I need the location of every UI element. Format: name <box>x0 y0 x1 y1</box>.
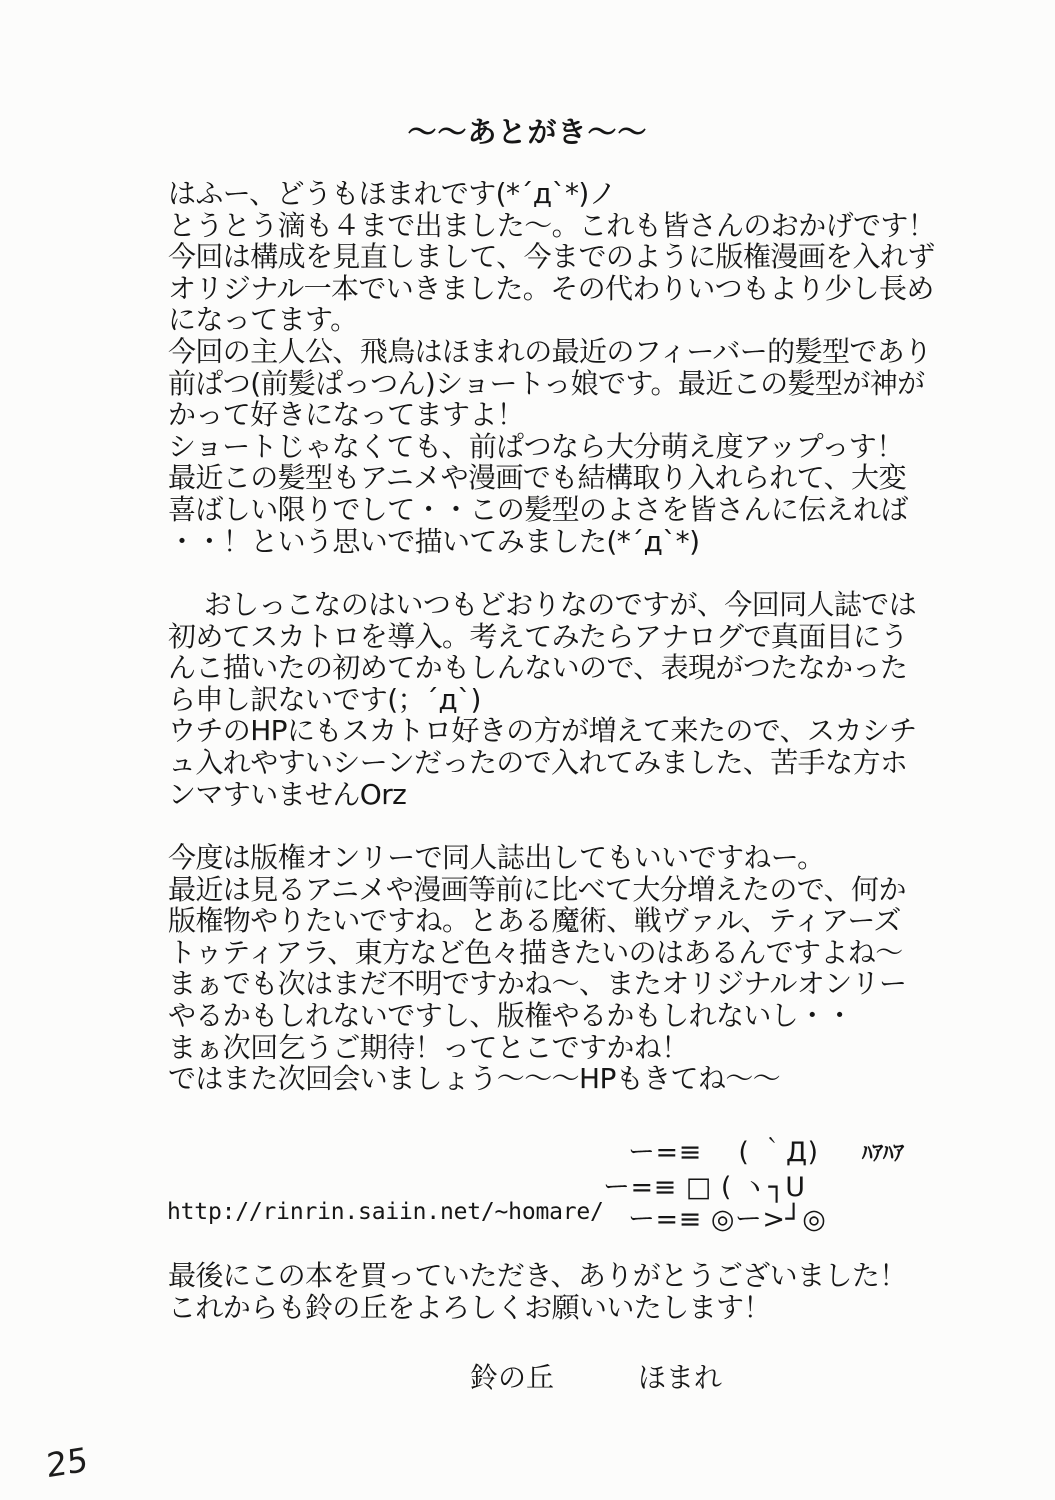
text-line: ショートじゃなくても、前ぱつなら大分萌え度アップっす！ <box>168 429 904 463</box>
closing-paragraph <box>168 1260 968 1323</box>
ascii-art-wheels: ー=≡ ◎ー>┘◎ <box>628 1204 827 1235</box>
circle-and-author-signature: 鈴の丘 ほまれ <box>470 1361 723 1394</box>
text-line: 今回は構成を見直しまして、今までのように版権漫画を入れず <box>168 240 935 274</box>
body-paragraph-future-plans <box>168 842 968 1095</box>
text-line: かって好きになってますよ！ <box>168 398 525 432</box>
text-line: 版権物やりたいですね。とある魔術、戦ヴァル、ティアーズ <box>168 904 901 938</box>
text-line: 前ぱつ(前髪ぱっつん)ショートっ娘です。最近この髪型が神が <box>168 366 925 400</box>
closing-line: これからも鈴の丘をよろしくお願いいたします！ <box>168 1290 771 1324</box>
text-line: 今回の主人公、飛鳥はほまれの最近のフィーバー的髪型であり <box>168 334 932 368</box>
body-paragraph-intro <box>168 178 968 557</box>
closing-line: 最後にこの本を買っていただき、ありがとうございました！ <box>168 1259 907 1292</box>
ascii-art-panting-text: ﾊｱﾊｱ <box>862 1141 904 1165</box>
text-line: 初めてスカトロを導入。考えてみたらアナログで真面目にう <box>168 619 908 653</box>
text-line: とうとう滴も４まで出ました～。これも皆さんのおかげです！ <box>168 208 936 242</box>
handwritten-page-number: 25 <box>45 1439 89 1486</box>
text-line: ュ入れやすいシーンだったので入れてみました、苦手な方ホ <box>168 745 908 779</box>
text-line: になってます。 <box>168 303 358 337</box>
text-line: まぁでも次はまだ不明ですかね～、またオリジナルオンリー <box>168 967 907 1001</box>
text-line: んこ描いたの初めてかもしんないので、表現がつたなかった <box>168 651 908 685</box>
ascii-art-running-face: ー=≡ ( ｀Д) <box>628 1137 819 1168</box>
text-line: はふー、どうもほまれです(*´д`*)ノ <box>168 177 617 210</box>
text-line: 最近この髪型もアニメや漫画でも結構取り入れられて、大変 <box>168 461 906 495</box>
text-line: ・・！という思いで描いてみました(*´д`*) <box>168 524 700 558</box>
text-line: ら申し訳ないです(；´д`) <box>168 682 481 716</box>
ascii-art-body: ー=≡ □ ( ヽ┐U <box>603 1172 806 1203</box>
text-line: ウチのHPにもスカトロ好きの方が増えて来たので、スカシチ <box>168 714 917 748</box>
text-line: ンマすいませんOrz <box>168 777 407 811</box>
homepage-url-text: http://rinrin.saiin.net/~homare/ <box>167 1199 604 1225</box>
text-line: 今度は版権オンリーで同人誌出してもいいですねー。 <box>168 841 825 874</box>
text-line: 喜ばしい限りでして・・この髪型のよさを皆さんに伝えれば <box>168 492 908 526</box>
text-line: おしっこなのはいつもどおりなのですが、今回同人誌では <box>168 588 917 621</box>
text-line: ではまた次回会いましょう～～～HPもきてね～～ <box>168 1062 781 1096</box>
body-paragraph-scatology <box>168 589 968 810</box>
text-line: まぁ次回乞うご期待！ってとこですかね！ <box>168 1030 689 1064</box>
page-title: ～～あとがき～～ <box>407 115 648 149</box>
text-line: やるかもしれないですし、版権やるかもしれないし・・ <box>168 998 854 1032</box>
text-line: トゥティアラ、東方など色々描きたいのはあるんですよね～ <box>168 935 903 969</box>
text-line: 最近は見るアニメや漫画等前に比べて大分増えたので、何か <box>168 872 906 906</box>
text-line: オリジナル一本でいきました。その代わりいつもより少し長め <box>168 271 934 305</box>
